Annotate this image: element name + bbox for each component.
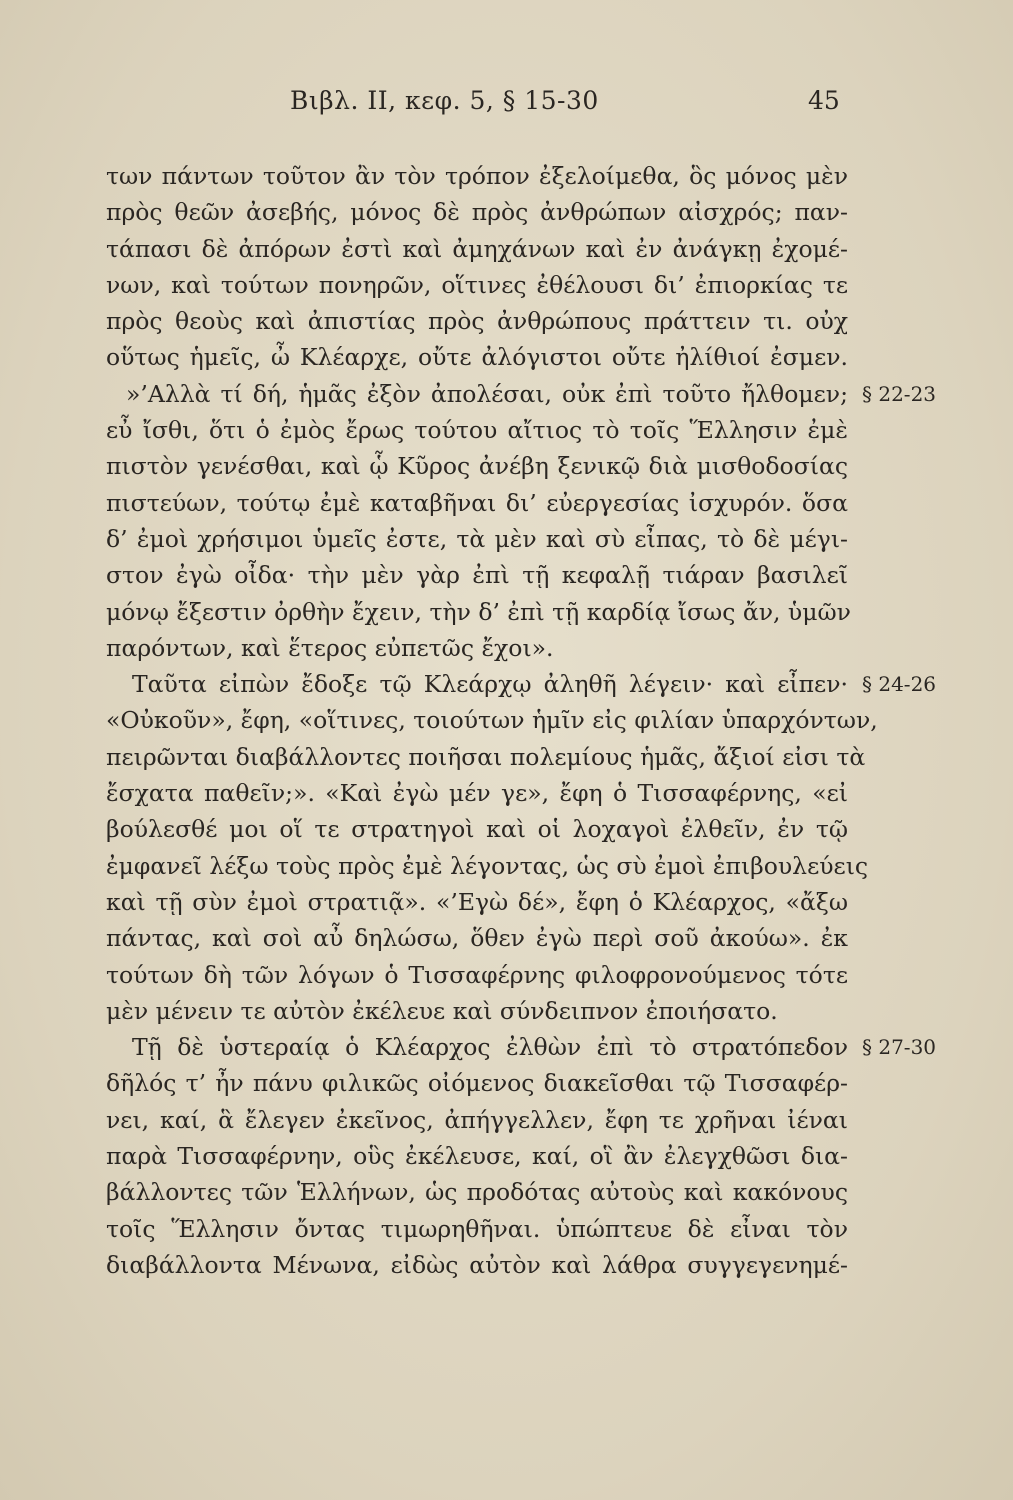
text-line [106, 412, 848, 448]
text-line [106, 1065, 848, 1101]
text-line [106, 158, 848, 194]
text-line [106, 339, 848, 375]
text-line [106, 666, 937, 702]
line-text: πιστὸν γενέσθαι, καὶ ᾧ Κῦρος ἀνέβη ξενικῷ διὰ μισθοδοσίας [106, 452, 848, 481]
text-line [106, 557, 848, 593]
line-text: των πάντων τοῦτον ἂν τὸν τρόπον ἐξελοίμεθα, ὃς μόνος μὲν [106, 162, 848, 190]
text-line [106, 775, 848, 811]
text-line [106, 630, 848, 666]
line-text: μόνῳ ἔξεστιν ὀρθὴν ἔχειν, τὴν δ’ ἐπὶ τῇ καρδίᾳ ἴσως ἄν, ὑμῶν [106, 597, 851, 626]
line-text: πάντας, καὶ σοὶ αὖ δηλώσω, ὅθεν ἐγὼ περὶ σοῦ ἀκούω». ἐκ [106, 924, 848, 953]
text-line [106, 811, 848, 847]
text-line [106, 231, 848, 267]
text-line [106, 920, 848, 956]
text-line [106, 884, 848, 920]
text-line [106, 1029, 937, 1065]
line-text: νει, καί, ἃ ἔλεγεν ἐκεῖνος, ἀπήγγελλεν, ἔφη τε χρῆναι ἰέναι [106, 1105, 848, 1134]
line-text: »’Αλλὰ τί δή, ἡμᾶς ἐξὸν ἀπολέσαι, οὐκ ἐπὶ τοῦτο ἤλθομεν; [126, 379, 848, 408]
text-line [106, 521, 848, 557]
line-text: παρὰ Τισσαφέρνην, οὓς ἐκέλευσε, καί, οἳ ἂν ἐλεγχθῶσι δια- [106, 1142, 848, 1171]
text-body [106, 158, 937, 1283]
text-line [106, 303, 848, 339]
text-line [106, 594, 851, 630]
text-line [106, 1211, 848, 1247]
text-line [106, 1247, 848, 1283]
section-reference: § 27-30 [862, 1035, 937, 1060]
line-text: μὲν μένειν τε αὐτὸν ἐκέλευε καὶ σύνδειπνον ἐποιήσατο. [106, 996, 778, 1025]
line-text: πρὸς θεοὺς καὶ ἀπιστίας πρὸς ἀνθρώπους πράττειν τι. οὐχ [106, 307, 848, 336]
text-line [106, 702, 878, 738]
line-text: νων, καὶ τούτων πονηρῶν, οἵτινες ἐθέλουσι δι’ ἐπιορκίας τε [106, 270, 848, 299]
section-reference: § 24-26 [862, 672, 937, 697]
page-header [0, 86, 1013, 126]
line-text: ἔσχατα παθεῖν;». «Καὶ ἐγὼ μέν γε», ἔφη ὁ Τισσαφέρνης, «εἰ [106, 779, 848, 808]
running-head: Βιβλ. II, κεφ. 5, § 15-30 [290, 86, 599, 115]
section-reference: § 22-23 [862, 381, 937, 406]
line-text: καὶ τῇ σὺν ἐμοὶ στρατιᾷ». «’Εγὼ δέ», ἔφη ὁ Κλέαρχος, «ἄξω [106, 887, 848, 916]
text-line [106, 1138, 848, 1174]
line-text: τάπασι δὲ ἀπόρων ἐστὶ καὶ ἀμηχάνων καὶ ἐν ἀνάγκῃ ἐχομέ- [106, 234, 848, 263]
line-text: ἐμφανεῖ λέξω τοὺς πρὸς ἐμὲ λέγοντας, ὡς σὺ ἐμοὶ ἐπιβουλεύεις [106, 851, 869, 880]
line-text: πειρῶνται διαβάλλοντες ποιῆσαι πολεμίους ἡμᾶς, ἄξιοί εἰσι τὰ [106, 742, 866, 771]
line-text: διαβάλλοντα Μένωνα, εἰδὼς αὐτὸν καὶ λάθρα συγγεγενημέ- [106, 1250, 848, 1279]
line-text: Ταῦτα εἰπὼν ἔδοξε τῷ Κλεάρχῳ ἀληθῆ λέγειν· καὶ εἶπεν· [132, 670, 848, 699]
text-line [106, 376, 937, 412]
page-number: 45 [808, 86, 840, 115]
line-text: Τῇ δὲ ὑστεραίᾳ ὁ Κλέαρχος ἐλθὼν ἐπὶ τὸ στρατόπεδον [132, 1033, 848, 1062]
text-line [106, 194, 848, 230]
line-text: δ’ ἐμοὶ χρήσιμοι ὑμεῖς ἐστε, τὰ μὲν καὶ σὺ εἶπας, τὸ δὲ μέγι- [106, 524, 848, 553]
line-text: οὕτως ἡμεῖς, ὦ Κλέαρχε, οὔτε ἀλόγιστοι οὔτε ἠλίθιοί ἐσμεν. [106, 343, 848, 372]
line-text: βάλλοντες τῶν Ἑλλήνων, ὡς προδότας αὐτοὺς καὶ κακόνους [106, 1178, 848, 1207]
text-line [106, 267, 848, 303]
text-line [106, 848, 869, 884]
line-text: πιστεύων, τούτῳ ἐμὲ καταβῆναι δι’ εὐεργεσίας ἰσχυρόν. ὅσα [106, 488, 848, 517]
text-line [106, 993, 848, 1029]
text-line [106, 1102, 848, 1138]
text-line [106, 485, 848, 521]
line-text: δῆλός τ’ ἦν πάνυ φιλικῶς οἰόμενος διακεῖσθαι τῷ Τισσαφέρ- [106, 1069, 848, 1098]
line-text: τοῖς Ἕλλησιν ὄντας τιμωρηθῆναι. ὑπώπτευε δὲ εἶναι τὸν [106, 1214, 848, 1243]
text-line [106, 1174, 848, 1210]
line-text: στον ἐγὼ οἶδα· τὴν μὲν γὰρ ἐπὶ τῇ κεφαλῇ τιάραν βασιλεῖ [106, 561, 848, 590]
line-text: βούλεσθέ μοι οἵ τε στρατηγοὶ καὶ οἱ λοχαγοὶ ἐλθεῖν, ἐν τῷ [106, 815, 848, 844]
text-line [106, 448, 848, 484]
line-text: πρὸς θεῶν ἀσεβής, μόνος δὲ πρὸς ἀνθρώπων αἰσχρός; παν- [106, 198, 848, 227]
line-text: τούτων δὴ τῶν λόγων ὁ Τισσαφέρνης φιλοφρονούμενος τότε [106, 960, 848, 989]
line-text: «Οὐκοῦν», ἔφη, «οἵτινες, τοιούτων ἡμῖν εἰς φιλίαν ὑπαρχόντων, [106, 706, 878, 735]
text-line [106, 739, 866, 775]
text-line [106, 957, 848, 993]
line-text: παρόντων, καὶ ἕτερος εὐπετῶς ἔχοι». [106, 633, 554, 662]
line-text: εὖ ἴσθι, ὅτι ὁ ἐμὸς ἔρως τούτου αἴτιος τὸ τοῖς Ἕλλησιν ἐμὲ [106, 416, 848, 445]
